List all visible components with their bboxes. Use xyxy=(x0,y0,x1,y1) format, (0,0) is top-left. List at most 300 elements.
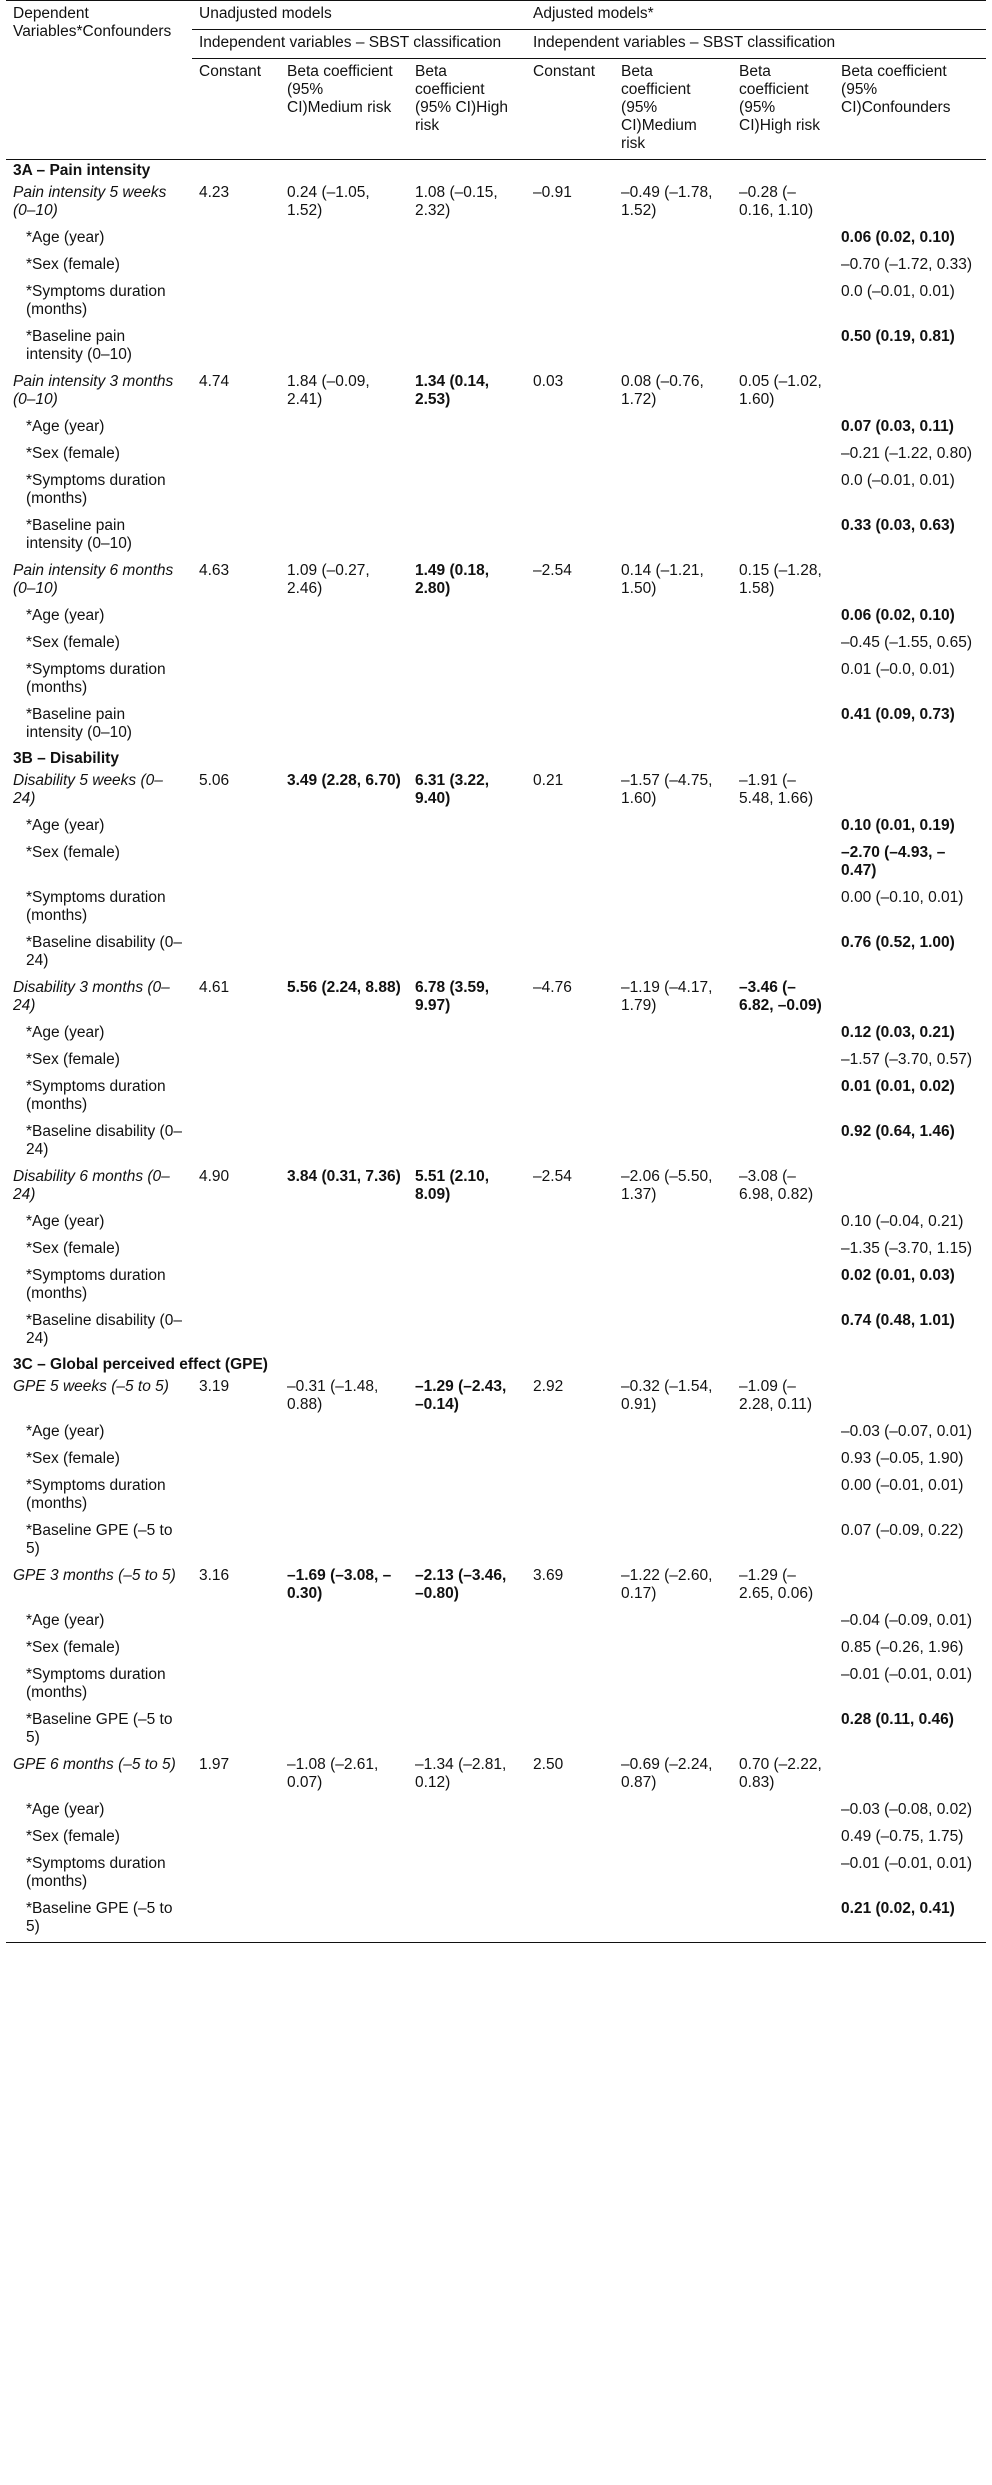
empty-cell xyxy=(280,841,408,886)
confounder-label: *Symptoms duration (months) xyxy=(26,1855,166,1890)
empty-cell xyxy=(192,1636,280,1663)
empty-cell xyxy=(408,514,526,559)
adjusted-constant: 2.50 xyxy=(533,1756,564,1773)
adjusted-constant: 2.92 xyxy=(533,1378,564,1395)
confounder-label: *Sex (female) xyxy=(26,1240,120,1257)
confounder-cell-empty xyxy=(834,1375,986,1420)
empty-cell xyxy=(526,931,614,976)
empty-cell xyxy=(408,1021,526,1048)
empty-cell xyxy=(408,814,526,841)
empty-cell xyxy=(408,1447,526,1474)
confounder-label: *Sex (female) xyxy=(26,1639,120,1656)
empty-cell xyxy=(614,1798,732,1825)
empty-cell xyxy=(192,280,280,325)
unadjusted-constant: 4.74 xyxy=(199,373,230,390)
empty-cell xyxy=(192,1264,280,1309)
adjusted-beta-high: –3.46 (–6.82, –0.09) xyxy=(739,979,822,1014)
confounder-row xyxy=(6,604,986,631)
empty-cell xyxy=(192,658,280,703)
empty-cell xyxy=(192,1048,280,1075)
empty-cell xyxy=(408,604,526,631)
confounder-value: 0.07 (–0.09, 0.22) xyxy=(841,1522,964,1539)
empty-cell xyxy=(280,1309,408,1354)
empty-cell xyxy=(280,1048,408,1075)
empty-cell xyxy=(614,658,732,703)
unadjusted-beta-high: 5.51 (2.10, 8.09) xyxy=(415,1168,490,1203)
empty-cell xyxy=(732,931,834,976)
empty-cell xyxy=(192,1852,280,1897)
empty-cell xyxy=(614,1609,732,1636)
confounder-row xyxy=(6,1210,986,1237)
empty-cell xyxy=(280,1021,408,1048)
adjusted-constant: 0.03 xyxy=(533,373,564,390)
confounder-row xyxy=(6,1021,986,1048)
empty-cell xyxy=(614,1120,732,1165)
empty-cell xyxy=(526,415,614,442)
confounder-label: *Baseline GPE (–5 to 5) xyxy=(26,1711,173,1746)
confounder-label: *Age (year) xyxy=(26,1423,105,1440)
adjusted-constant: –2.54 xyxy=(533,562,572,579)
confounder-row xyxy=(6,703,986,748)
empty-cell xyxy=(408,1609,526,1636)
adjusted-constant: –4.76 xyxy=(533,979,572,996)
empty-cell xyxy=(732,226,834,253)
empty-cell xyxy=(280,631,408,658)
empty-cell xyxy=(408,1519,526,1564)
confounder-value: 0.93 (–0.05, 1.90) xyxy=(841,1450,964,1467)
confounder-row xyxy=(6,1825,986,1852)
empty-cell xyxy=(732,1075,834,1120)
empty-cell xyxy=(280,886,408,931)
section-row xyxy=(6,160,986,182)
empty-cell xyxy=(280,703,408,748)
confounder-value: –0.70 (–1.72, 0.33) xyxy=(841,256,973,273)
empty-cell xyxy=(614,1519,732,1564)
confounder-cell-empty xyxy=(834,1165,986,1210)
empty-cell xyxy=(614,1237,732,1264)
confounder-value: 0.01 (0.01, 0.02) xyxy=(841,1078,955,1095)
empty-cell xyxy=(280,604,408,631)
empty-cell xyxy=(614,1021,732,1048)
empty-cell xyxy=(408,1897,526,1943)
outcome-row xyxy=(6,976,986,1021)
confounder-row xyxy=(6,1447,986,1474)
confounder-value: –2.70 (–4.93, –0.47) xyxy=(841,844,946,879)
adjusted-beta-high: 0.15 (–1.28, 1.58) xyxy=(739,562,822,597)
empty-cell xyxy=(614,469,732,514)
empty-cell xyxy=(526,469,614,514)
empty-cell xyxy=(192,1663,280,1708)
confounder-row xyxy=(6,1609,986,1636)
empty-cell xyxy=(732,1237,834,1264)
confounder-label: *Symptoms duration (months) xyxy=(26,1078,166,1113)
empty-cell xyxy=(280,253,408,280)
empty-cell xyxy=(192,1798,280,1825)
empty-cell xyxy=(732,1609,834,1636)
confounder-row xyxy=(6,253,986,280)
unadjusted-constant: 4.23 xyxy=(199,184,230,201)
confounder-value: 0.06 (0.02, 0.10) xyxy=(841,607,955,624)
unadjusted-constant: 1.97 xyxy=(199,1756,230,1773)
confounder-cell-empty xyxy=(834,1753,986,1798)
header-beta-medium-adjusted: Beta coefficient (95% CI)Medium risk xyxy=(614,59,732,160)
empty-cell xyxy=(614,1708,732,1753)
confounder-label: *Baseline disability (0–24) xyxy=(26,1123,182,1158)
empty-cell xyxy=(614,1309,732,1354)
confounder-row xyxy=(6,658,986,703)
empty-cell xyxy=(280,514,408,559)
empty-cell xyxy=(192,1420,280,1447)
empty-cell xyxy=(192,1609,280,1636)
empty-cell xyxy=(732,604,834,631)
empty-cell xyxy=(408,1075,526,1120)
unadjusted-beta-medium: –1.08 (–2.61, 0.07) xyxy=(287,1756,379,1791)
adjusted-beta-medium: 0.08 (–0.76, 1.72) xyxy=(621,373,704,408)
unadjusted-beta-high: –1.34 (–2.81, 0.12) xyxy=(415,1756,507,1791)
confounder-value: 0.50 (0.19, 0.81) xyxy=(841,328,955,345)
confounder-value: 0.00 (–0.10, 0.01) xyxy=(841,889,964,906)
empty-cell xyxy=(408,415,526,442)
confounder-row xyxy=(6,415,986,442)
unadjusted-constant: 4.63 xyxy=(199,562,230,579)
outcome-row xyxy=(6,1753,986,1798)
confounder-value: 0.92 (0.64, 1.46) xyxy=(841,1123,955,1140)
empty-cell xyxy=(614,325,732,370)
empty-cell xyxy=(192,1210,280,1237)
confounder-cell-empty xyxy=(834,181,986,226)
empty-cell xyxy=(614,703,732,748)
empty-cell xyxy=(408,253,526,280)
confounder-value: 0.85 (–0.26, 1.96) xyxy=(841,1639,964,1656)
header-independent-adjusted: Independent variables – SBST classification xyxy=(526,30,986,59)
empty-cell xyxy=(732,703,834,748)
empty-cell xyxy=(408,1309,526,1354)
empty-cell xyxy=(732,1120,834,1165)
empty-cell xyxy=(614,415,732,442)
empty-cell xyxy=(526,1210,614,1237)
empty-cell xyxy=(280,1075,408,1120)
confounder-row xyxy=(6,280,986,325)
empty-cell xyxy=(280,1798,408,1825)
empty-cell xyxy=(526,1474,614,1519)
empty-cell xyxy=(614,442,732,469)
empty-cell xyxy=(526,1636,614,1663)
confounder-label: *Sex (female) xyxy=(26,1051,120,1068)
confounder-value: 0.28 (0.11, 0.46) xyxy=(841,1711,954,1728)
confounder-row xyxy=(6,1237,986,1264)
section-row xyxy=(6,748,986,769)
confounder-value: 0.07 (0.03, 0.11) xyxy=(841,418,954,435)
confounder-label: *Baseline pain intensity (0–10) xyxy=(26,517,132,552)
outcome-label: Disability 3 months (0–24) xyxy=(13,979,170,1014)
header-adjusted-models: Adjusted models* xyxy=(526,1,986,30)
confounder-row xyxy=(6,1075,986,1120)
adjusted-constant: –0.91 xyxy=(533,184,572,201)
empty-cell xyxy=(526,1852,614,1897)
empty-cell xyxy=(732,814,834,841)
empty-cell xyxy=(526,1075,614,1120)
empty-cell xyxy=(192,253,280,280)
unadjusted-beta-medium: 1.84 (–0.09, 2.41) xyxy=(287,373,370,408)
outcome-label: Disability 5 weeks (0–24) xyxy=(13,772,163,807)
confounder-label: *Symptoms duration (months) xyxy=(26,1267,166,1302)
section-title: 3C – Global perceived effect (GPE) xyxy=(13,1356,268,1373)
confounder-value: –0.01 (–0.01, 0.01) xyxy=(841,1855,973,1872)
empty-cell xyxy=(732,1897,834,1943)
empty-cell xyxy=(732,469,834,514)
empty-cell xyxy=(526,514,614,559)
empty-cell xyxy=(526,1825,614,1852)
empty-cell xyxy=(280,1474,408,1519)
confounder-label: *Age (year) xyxy=(26,817,105,834)
empty-cell xyxy=(192,814,280,841)
unadjusted-beta-medium: 0.24 (–1.05, 1.52) xyxy=(287,184,370,219)
empty-cell xyxy=(526,886,614,931)
empty-cell xyxy=(732,1663,834,1708)
confounder-value: 0.21 (0.02, 0.41) xyxy=(834,1897,986,1943)
empty-cell xyxy=(614,1663,732,1708)
confounder-value: –1.57 (–3.70, 0.57) xyxy=(841,1051,973,1068)
empty-cell xyxy=(280,1420,408,1447)
empty-cell xyxy=(192,1075,280,1120)
empty-cell xyxy=(408,886,526,931)
empty-cell xyxy=(192,325,280,370)
empty-cell xyxy=(732,325,834,370)
empty-cell xyxy=(280,1708,408,1753)
confounder-value: –0.03 (–0.07, 0.01) xyxy=(841,1423,973,1440)
empty-cell xyxy=(408,1708,526,1753)
adjusted-beta-medium: 0.14 (–1.21, 1.50) xyxy=(621,562,704,597)
empty-cell xyxy=(408,226,526,253)
confounder-value: 0.01 (–0.0, 0.01) xyxy=(841,661,955,678)
confounder-row xyxy=(6,1897,986,1943)
empty-cell xyxy=(408,1852,526,1897)
confounder-label: *Baseline disability (0–24) xyxy=(26,934,182,969)
confounder-row xyxy=(6,1852,986,1897)
empty-cell xyxy=(732,1447,834,1474)
unadjusted-constant: 4.61 xyxy=(199,979,230,996)
confounder-label: *Symptoms duration (months) xyxy=(26,889,166,924)
unadjusted-beta-high: –2.13 (–3.46, –0.80) xyxy=(415,1567,507,1602)
outcome-row xyxy=(6,181,986,226)
confounder-row xyxy=(6,931,986,976)
empty-cell xyxy=(614,514,732,559)
confounder-cell-empty xyxy=(834,976,986,1021)
unadjusted-constant: 3.19 xyxy=(199,1378,230,1395)
empty-cell xyxy=(280,1852,408,1897)
empty-cell xyxy=(280,1897,408,1943)
empty-cell xyxy=(408,1825,526,1852)
empty-cell xyxy=(408,703,526,748)
confounder-value: –1.35 (–3.70, 1.15) xyxy=(841,1240,973,1257)
header-row-1 xyxy=(6,1,986,30)
confounder-label: *Sex (female) xyxy=(26,256,120,273)
confounder-label: *Symptoms duration (months) xyxy=(26,283,166,318)
empty-cell xyxy=(526,1447,614,1474)
empty-cell xyxy=(526,1897,614,1943)
empty-cell xyxy=(280,1663,408,1708)
empty-cell xyxy=(526,1519,614,1564)
confounder-cell-empty xyxy=(834,559,986,604)
empty-cell xyxy=(192,1708,280,1753)
outcome-row xyxy=(6,370,986,415)
section-title: 3B – Disability xyxy=(13,750,119,767)
empty-cell xyxy=(192,1897,280,1943)
confounder-row xyxy=(6,886,986,931)
confounder-value: –0.03 (–0.08, 0.02) xyxy=(841,1801,973,1818)
empty-cell xyxy=(526,253,614,280)
empty-cell xyxy=(280,280,408,325)
confounder-row xyxy=(6,631,986,658)
empty-cell xyxy=(614,1474,732,1519)
empty-cell xyxy=(280,658,408,703)
confounder-label: *Sex (female) xyxy=(26,1450,120,1467)
adjusted-constant: 0.21 xyxy=(533,772,564,789)
confounder-value: 0.0 (–0.01, 0.01) xyxy=(841,283,955,300)
empty-cell xyxy=(732,658,834,703)
empty-cell xyxy=(192,1447,280,1474)
adjusted-beta-medium: –1.19 (–4.17, 1.79) xyxy=(621,979,713,1014)
empty-cell xyxy=(280,1825,408,1852)
empty-cell xyxy=(526,1663,614,1708)
empty-cell xyxy=(732,442,834,469)
confounder-label: *Sex (female) xyxy=(26,844,120,861)
empty-cell xyxy=(526,280,614,325)
empty-cell xyxy=(408,280,526,325)
empty-cell xyxy=(732,1636,834,1663)
empty-cell xyxy=(526,226,614,253)
empty-cell xyxy=(408,841,526,886)
empty-cell xyxy=(192,1474,280,1519)
empty-cell xyxy=(280,1447,408,1474)
empty-cell xyxy=(192,886,280,931)
empty-cell xyxy=(614,1420,732,1447)
section-title: 3A – Pain intensity xyxy=(13,162,151,179)
empty-cell xyxy=(280,1519,408,1564)
adjusted-beta-high: –1.29 (–2.65, 0.06) xyxy=(739,1567,814,1602)
empty-cell xyxy=(732,415,834,442)
empty-cell xyxy=(614,841,732,886)
empty-cell xyxy=(408,931,526,976)
regression-table xyxy=(6,0,986,1943)
empty-cell xyxy=(526,631,614,658)
empty-cell xyxy=(192,841,280,886)
empty-cell xyxy=(192,226,280,253)
confounder-value: 0.10 (0.01, 0.19) xyxy=(841,817,955,834)
empty-cell xyxy=(526,1237,614,1264)
header-independent-unadjusted: Independent variables – SBST classification xyxy=(192,30,526,59)
empty-cell xyxy=(526,604,614,631)
empty-cell xyxy=(526,841,614,886)
section-row xyxy=(6,1354,986,1375)
empty-cell xyxy=(280,1609,408,1636)
empty-cell xyxy=(192,1825,280,1852)
empty-cell xyxy=(526,658,614,703)
outcome-label: Pain intensity 5 weeks (0–10) xyxy=(13,184,167,219)
confounder-value: –0.45 (–1.55, 0.65) xyxy=(841,634,973,651)
empty-cell xyxy=(192,1237,280,1264)
empty-cell xyxy=(280,442,408,469)
confounder-label: *Baseline pain intensity (0–10) xyxy=(26,328,132,363)
confounder-label: *Baseline disability (0–24) xyxy=(26,1312,182,1347)
header-dependent-variables: Dependent Variables*Confounders xyxy=(6,1,192,160)
confounder-value: 0.00 (–0.01, 0.01) xyxy=(841,1477,964,1494)
empty-cell xyxy=(408,1420,526,1447)
empty-cell xyxy=(526,1264,614,1309)
empty-cell xyxy=(408,631,526,658)
empty-cell xyxy=(732,1825,834,1852)
empty-cell xyxy=(614,280,732,325)
confounder-value: 0.06 (0.02, 0.10) xyxy=(841,229,955,246)
empty-cell xyxy=(280,814,408,841)
header-beta-high-adjusted: Beta coefficient (95% CI)High risk xyxy=(732,59,834,160)
empty-cell xyxy=(526,1048,614,1075)
empty-cell xyxy=(408,1237,526,1264)
confounder-row xyxy=(6,841,986,886)
confounder-value: 0.41 (0.09, 0.73) xyxy=(841,706,955,723)
empty-cell xyxy=(614,1075,732,1120)
adjusted-beta-medium: –0.32 (–1.54, 0.91) xyxy=(621,1378,713,1413)
empty-cell xyxy=(408,442,526,469)
empty-cell xyxy=(408,1210,526,1237)
adjusted-beta-high: 0.05 (–1.02, 1.60) xyxy=(739,373,822,408)
unadjusted-beta-medium: 1.09 (–0.27, 2.46) xyxy=(287,562,370,597)
unadjusted-constant: 4.90 xyxy=(199,1168,230,1185)
empty-cell xyxy=(408,1120,526,1165)
confounder-cell-empty xyxy=(834,1564,986,1609)
empty-cell xyxy=(732,1048,834,1075)
empty-cell xyxy=(732,1210,834,1237)
header-constant-adjusted: Constant xyxy=(526,59,614,160)
empty-cell xyxy=(614,1447,732,1474)
confounder-value: 0.12 (0.03, 0.21) xyxy=(841,1024,955,1041)
confounder-label: *Sex (female) xyxy=(26,1828,120,1845)
empty-cell xyxy=(280,415,408,442)
outcome-label: GPE 5 weeks (–5 to 5) xyxy=(13,1378,169,1395)
empty-cell xyxy=(614,604,732,631)
confounder-label: *Age (year) xyxy=(26,607,105,624)
empty-cell xyxy=(526,325,614,370)
unadjusted-beta-medium: –1.69 (–3.08, –0.30) xyxy=(287,1567,392,1602)
adjusted-beta-medium: –2.06 (–5.50, 1.37) xyxy=(621,1168,713,1203)
empty-cell xyxy=(732,886,834,931)
confounder-cell-empty xyxy=(834,370,986,415)
empty-cell xyxy=(192,1519,280,1564)
empty-cell xyxy=(732,1519,834,1564)
empty-cell xyxy=(614,1825,732,1852)
empty-cell xyxy=(732,514,834,559)
confounder-value: 0.02 (0.01, 0.03) xyxy=(841,1267,955,1284)
unadjusted-beta-medium: –0.31 (–1.48, 0.88) xyxy=(287,1378,379,1413)
empty-cell xyxy=(408,1798,526,1825)
adjusted-beta-medium: –1.57 (–4.75, 1.60) xyxy=(621,772,713,807)
empty-cell xyxy=(280,325,408,370)
confounder-value: 0.10 (–0.04, 0.21) xyxy=(841,1213,964,1230)
confounder-label: *Symptoms duration (months) xyxy=(26,661,166,696)
confounder-row xyxy=(6,1264,986,1309)
unadjusted-constant: 5.06 xyxy=(199,772,230,789)
outcome-label: GPE 6 months (–5 to 5) xyxy=(13,1756,176,1773)
adjusted-beta-medium: –0.49 (–1.78, 1.52) xyxy=(621,184,713,219)
confounder-label: *Baseline GPE (–5 to 5) xyxy=(26,1522,173,1557)
unadjusted-beta-medium: 3.84 (0.31, 7.36) xyxy=(287,1168,401,1185)
empty-cell xyxy=(526,1120,614,1165)
empty-cell xyxy=(408,469,526,514)
confounder-cell-empty xyxy=(834,769,986,814)
confounder-label: *Sex (female) xyxy=(26,634,120,651)
unadjusted-beta-high: 1.49 (0.18, 2.80) xyxy=(415,562,490,597)
confounder-row xyxy=(6,1663,986,1708)
